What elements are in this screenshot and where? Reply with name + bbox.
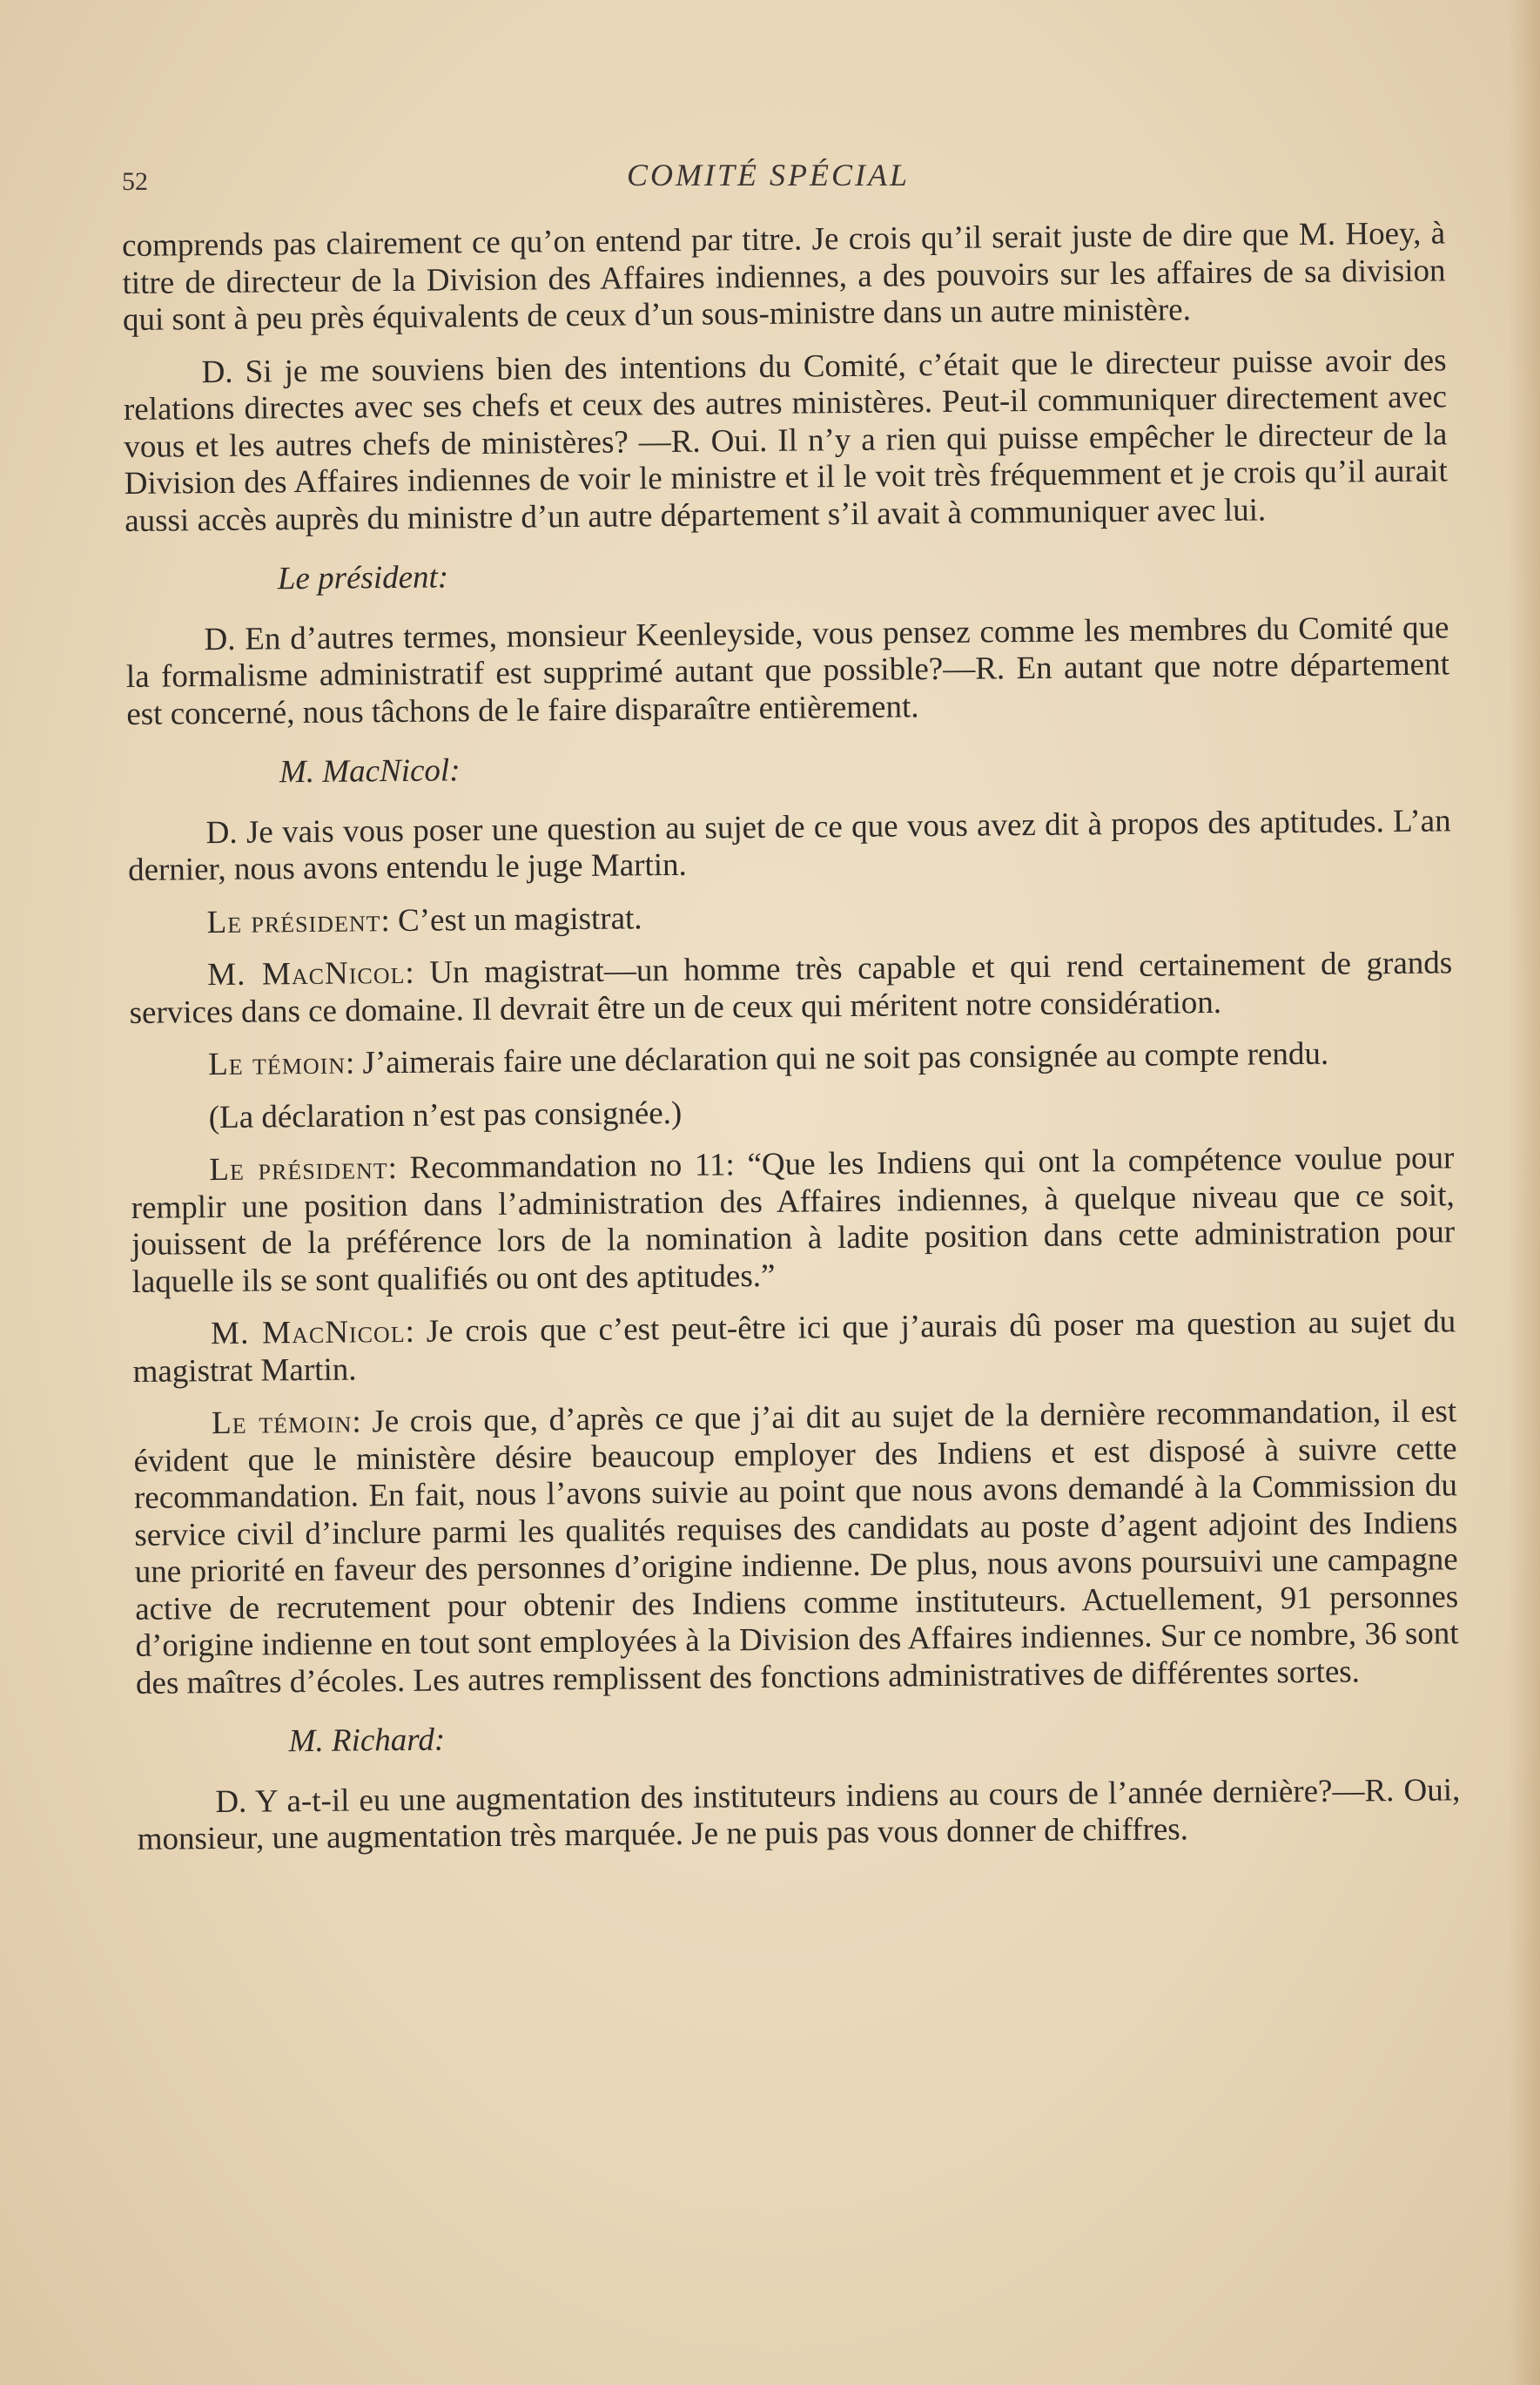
paragraph-3: D. En d’autres termes, monsieur Keenleyside, vous pensez comme les membres du Comité que la formalisme administratif est supprimé autant que possible?—R. En autant que notre département est concerné, nous tâchons de le faire disparaître entièrement. <box>125 609 1450 732</box>
paragraph-1: comprends pas clairement ce qu’on entend par titre. Je crois qu’il serait juste de dire que M. Hoey, à titre de directeur de la Division des Affaires indiennes, a des pouvoirs sur les affaires de sa division qui sont à peu près équivalents de ceux d’un sous-ministre dans un autre ministère. <box>122 215 1446 338</box>
page-number: 52 <box>122 167 148 196</box>
speech-text: : C’est un magistrat. <box>380 899 642 939</box>
paragraph-4: D. Je vais vous poser une question au sujet de ce que vous avez dit à propos des aptitudes. L’an dernier, nous avons entendu le juge Martin. <box>127 802 1451 888</box>
paragraph-2: D. Si je me souviens bien des intentions du Comité, c’était que le directeur puisse avoir des relations directes avec ses chefs et ceux des autres ministères. Peut-il communiquer directement avec vous et les autres chefs de ministères? —R. Oui. Il n’y a rien qui puisse empêcher le directeur de la Division des Affaires indiennes de voir le ministre et il le voit très fréquemment et je crois qu’il aurait aussi accès auprès du ministre d’un autre département s’il avait à communiquer avec lui. <box>123 341 1448 539</box>
paragraph-10 <box>132 1304 1456 1391</box>
paragraph-12: D. Y a-t-il eu une augmentation des instituteurs indiens au cours de l’année dernière?—R. Oui, monsieur, une augmentation très marquée. Je ne puis pas vous donner de chiffres. <box>137 1771 1461 1857</box>
speech-text: : Je crois que, d’après ce que j’ai dit au sujet de la dernière recommandation, il est évident que le ministère désire beaucoup employer des Indiens et est disposé à suivre cette recommandation. En fait, nous l’avons suivie au point que nous avons demandé à la Commission du service civil d’inclure parmi les qualités requises des candidats au poste d’agent adjoint des Indiens une priorité en faveur des personnes d’origine indienne. De plus, nous avons poursuivi une campagne active de recrutement pour obtenir des Indiens comme instituteurs. Actuellement, 91 personnes d’origine indienne en tout sont employées à la Division des Affaires indiennes. Sur ce nombre, 36 sont des maîtres d’écoles. Les autres remplissent des fonctions administratives de différentes sortes. <box>133 1393 1459 1701</box>
speech-text: : J’aimerais faire une déclaration qui ne soit pas consignée au compte rendu. <box>345 1035 1329 1081</box>
speech-text: : Un magistrat—un homme très capable et qui rend certainement de grands services dans ce domaine. Il devrait être un de ceux qui méritent notre considération. <box>129 945 1453 1031</box>
speech-text: : Je crois que c’est peut-être ici que j’aurais dû poser ma question au sujet du magistrat Martin. <box>132 1304 1456 1390</box>
paragraph-6 <box>129 945 1453 1032</box>
paragraph-9 <box>131 1140 1456 1301</box>
paragraph-8: (La déclaration n’est pas consignée.) <box>208 1095 683 1135</box>
speaker-heading-president: Le président: <box>277 559 449 597</box>
paragraph-7 <box>130 1034 1453 1084</box>
running-title: COMITÉ SPÉCIAL <box>627 158 910 192</box>
speech-text: : Recommandation no 11: “Que les Indiens qui ont la compétence voulue pour remplir une position dans l’administration des Affaires indiennes, à quelque niveau que ce soit, jouissent de la préférence lors de la nomination à ladite position dans cette administration pour laquelle ils se sont qualifiés ou ont des aptitudes.” <box>131 1140 1456 1300</box>
page-header <box>122 157 1445 209</box>
speaker-name: M. MacNicol <box>207 954 406 994</box>
body-text <box>122 215 1461 1874</box>
speaker-heading-macnicol: M. MacNicol: <box>279 752 461 791</box>
paragraph-5 <box>128 893 1451 942</box>
speaker-heading-richard: M. Richard: <box>288 1721 446 1760</box>
speaker-name: Le témoin <box>208 1045 346 1083</box>
speaker-name: M. MacNicol <box>210 1313 406 1352</box>
page-edge-shadow <box>1509 0 1540 2385</box>
speaker-name: Le président <box>206 902 381 940</box>
speaker-name: Le témoin <box>211 1404 353 1442</box>
speaker-name: Le président <box>209 1150 388 1189</box>
paragraph-11 <box>133 1393 1459 1702</box>
